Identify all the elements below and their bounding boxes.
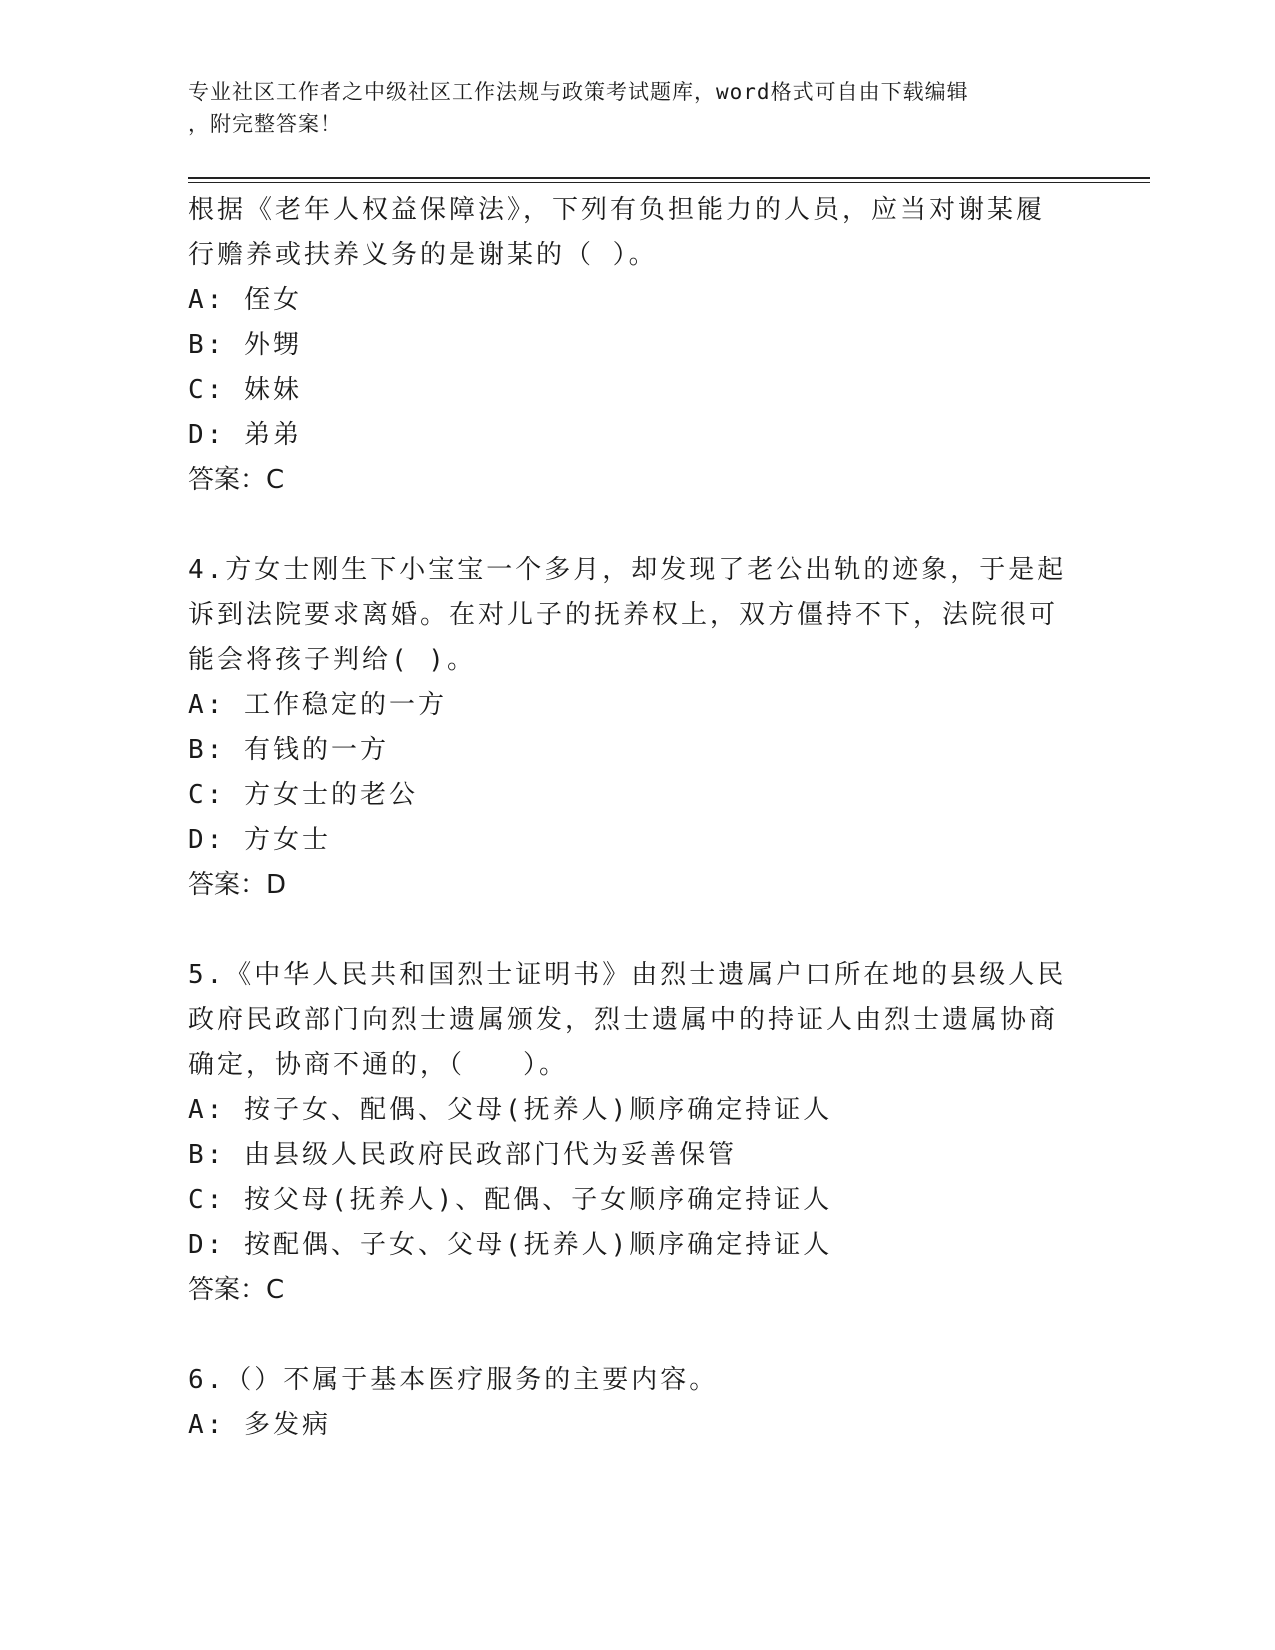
option-a: A: 多发病 [188, 1410, 331, 1440]
question-item [188, 953, 1068, 1313]
option-c: C: 按父母(抚养人)、配偶、子女顺序确定持证人 [188, 1185, 833, 1215]
header-line-1: 专业社区工作者之中级社区工作法规与政策考试题库，word格式可自由下载编辑 [188, 80, 969, 104]
answer-line: 答案：C [188, 465, 285, 495]
document-header [188, 76, 1068, 140]
question-stem: 5.《中华人民共和国烈士证明书》由烈士遗属户口所在地的县级人民政府民政部门向烈士遗属颁发，烈士遗属中的持证人由烈士遗属协商确定，协商不通的，（ ）。 [188, 960, 1067, 1080]
option-c: C: 方女士的老公 [188, 780, 418, 810]
header-line-2: ，附完整答案！ [188, 112, 342, 136]
option-b: B: 外甥 [188, 330, 302, 360]
option-d: D: 方女士 [188, 825, 331, 855]
header-divider-thin [188, 182, 1150, 183]
question-stem: 根据《老年人权益保障法》，下列有负担能力的人员，应当对谢某履行赡养或扶养义务的是谢某的（ ）。 [188, 195, 1046, 270]
answer-line: 答案：C [188, 1275, 285, 1305]
option-a: A: 按子女、配偶、父母(抚养人)顺序确定持证人 [188, 1095, 833, 1125]
option-b: B: 由县级人民政府民政部门代为妥善保管 [188, 1140, 737, 1170]
question-stem: 6.（）不属于基本医疗服务的主要内容。 [188, 1365, 719, 1395]
option-a: A: 侄女 [188, 285, 302, 315]
header-divider-thick [188, 177, 1150, 179]
option-d: D: 按配偶、子女、父母(抚养人)顺序确定持证人 [188, 1230, 833, 1260]
question-item [188, 188, 1068, 503]
question-item [188, 1358, 1068, 1448]
question-stem: 4.方女士刚生下小宝宝一个多月，却发现了老公出轨的迹象，于是起诉到法院要求离婚。在对儿子的抚养权上，双方僵持不下，法院很可能会将孩子判给( )。 [188, 555, 1067, 675]
option-d: D: 弟弟 [188, 420, 302, 450]
option-b: B: 有钱的一方 [188, 735, 389, 765]
option-c: C: 妹妹 [188, 375, 302, 405]
question-item [188, 548, 1068, 908]
option-a: A: 工作稳定的一方 [188, 690, 447, 720]
answer-line: 答案：D [188, 870, 287, 900]
question-list [188, 188, 1068, 1493]
